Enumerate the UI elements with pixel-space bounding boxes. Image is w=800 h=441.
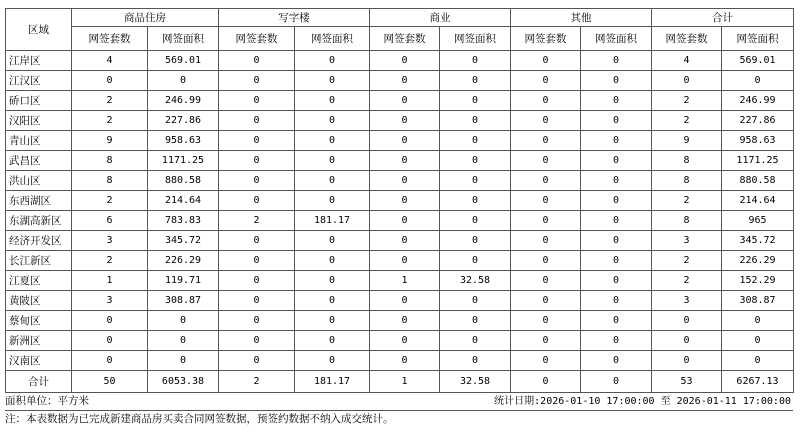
district-name: 武昌区 xyxy=(6,151,72,171)
area-cell: 0 xyxy=(581,51,652,71)
table-row xyxy=(6,131,794,151)
area-cell: 0 xyxy=(581,251,652,271)
area-cell: 880.58 xyxy=(148,171,219,191)
units-cell: 2 xyxy=(652,91,722,111)
area-cell: 0 xyxy=(295,231,370,251)
header-area-sqm: 网签面积 xyxy=(722,27,794,51)
area-cell: 214.64 xyxy=(148,191,219,211)
district-name: 东西湖区 xyxy=(6,191,72,211)
table-footer xyxy=(5,393,793,427)
area-cell: 308.87 xyxy=(722,291,794,311)
units-cell: 0 xyxy=(370,111,440,131)
area-cell: 0 xyxy=(295,251,370,271)
area-cell: 0 xyxy=(581,111,652,131)
area-cell: 0 xyxy=(148,311,219,331)
area-cell: 308.87 xyxy=(148,291,219,311)
table-row xyxy=(6,191,794,211)
area-cell: 0 xyxy=(722,331,794,351)
units-cell: 0 xyxy=(370,131,440,151)
units-cell: 2 xyxy=(652,251,722,271)
area-cell: 0 xyxy=(440,351,511,371)
units-cell: 8 xyxy=(652,171,722,191)
units-cell: 0 xyxy=(370,351,440,371)
header-units: 网签套数 xyxy=(72,27,148,51)
area-cell: 0 xyxy=(440,91,511,111)
units-cell: 0 xyxy=(511,231,581,251)
units-cell: 0 xyxy=(652,331,722,351)
units-cell: 0 xyxy=(370,211,440,231)
area-cell: 246.99 xyxy=(148,91,219,111)
area-cell: 0 xyxy=(581,291,652,311)
district-name: 江汉区 xyxy=(6,71,72,91)
table-row xyxy=(6,251,794,271)
units-cell: 2 xyxy=(652,271,722,291)
area-cell: 0 xyxy=(581,351,652,371)
header-group-commercial: 商业 xyxy=(370,9,511,27)
units-cell: 0 xyxy=(219,71,295,91)
area-cell: 0 xyxy=(581,131,652,151)
report xyxy=(5,8,793,427)
units-cell: 0 xyxy=(511,71,581,91)
units-cell: 0 xyxy=(370,311,440,331)
district-name: 长江新区 xyxy=(6,251,72,271)
units-cell: 8 xyxy=(72,171,148,191)
units-cell: 0 xyxy=(652,311,722,331)
units-cell: 2 xyxy=(72,91,148,111)
units-cell: 8 xyxy=(72,151,148,171)
area-cell: 0 xyxy=(295,191,370,211)
area-cell: 1171.25 xyxy=(148,151,219,171)
units-cell: 8 xyxy=(652,151,722,171)
area-cell: 246.99 xyxy=(722,91,794,111)
area-cell: 0 xyxy=(581,231,652,251)
area-cell: 0 xyxy=(148,71,219,91)
area-cell: 0 xyxy=(581,311,652,331)
header-row-sub xyxy=(6,27,794,51)
statistics-period: 统计日期:2026-01-10 17:00:00 至 2026-01-11 17:00:00 xyxy=(494,396,791,407)
area-cell: 32.58 xyxy=(440,271,511,291)
sales-table xyxy=(5,8,794,393)
table-row xyxy=(6,331,794,351)
area-cell: 0 xyxy=(440,171,511,191)
units-cell: 0 xyxy=(652,71,722,91)
area-cell: 0 xyxy=(440,251,511,271)
area-cell: 6267.13 xyxy=(722,371,794,393)
table-row xyxy=(6,311,794,331)
area-cell: 0 xyxy=(581,91,652,111)
area-cell: 0 xyxy=(295,51,370,71)
units-cell: 0 xyxy=(72,311,148,331)
units-cell: 1 xyxy=(370,371,440,393)
units-cell: 2 xyxy=(72,111,148,131)
units-cell: 0 xyxy=(511,251,581,271)
area-cell: 345.72 xyxy=(148,231,219,251)
units-cell: 0 xyxy=(511,271,581,291)
units-cell: 9 xyxy=(72,131,148,151)
table-row xyxy=(6,171,794,191)
units-cell: 53 xyxy=(652,371,722,393)
units-cell: 0 xyxy=(370,331,440,351)
units-cell: 2 xyxy=(652,191,722,211)
area-cell: 0 xyxy=(440,131,511,151)
table-row xyxy=(6,91,794,111)
units-cell: 0 xyxy=(511,311,581,331)
district-name: 洪山区 xyxy=(6,171,72,191)
area-cell: 0 xyxy=(295,311,370,331)
units-cell: 0 xyxy=(511,351,581,371)
district-name: 黄陂区 xyxy=(6,291,72,311)
units-cell: 0 xyxy=(370,151,440,171)
district-name: 蔡甸区 xyxy=(6,311,72,331)
units-cell: 0 xyxy=(219,351,295,371)
units-cell: 0 xyxy=(370,251,440,271)
area-cell: 0 xyxy=(440,51,511,71)
units-cell: 0 xyxy=(219,191,295,211)
area-cell: 0 xyxy=(581,271,652,291)
area-cell: 965 xyxy=(722,211,794,231)
units-cell: 2 xyxy=(72,251,148,271)
area-cell: 0 xyxy=(148,351,219,371)
header-area-sqm: 网签面积 xyxy=(148,27,219,51)
units-cell: 0 xyxy=(72,331,148,351)
area-cell: 0 xyxy=(440,111,511,131)
table-row xyxy=(6,71,794,91)
units-cell: 0 xyxy=(219,291,295,311)
header-row-groups xyxy=(6,9,794,27)
units-cell: 0 xyxy=(219,311,295,331)
table-row xyxy=(6,291,794,311)
area-cell: 227.86 xyxy=(148,111,219,131)
area-cell: 0 xyxy=(295,351,370,371)
area-cell: 0 xyxy=(722,71,794,91)
area-cell: 0 xyxy=(295,331,370,351)
units-cell: 50 xyxy=(72,371,148,393)
units-cell: 0 xyxy=(370,291,440,311)
units-cell: 0 xyxy=(511,211,581,231)
area-cell: 32.58 xyxy=(440,371,511,393)
table-row xyxy=(6,211,794,231)
area-cell: 958.63 xyxy=(722,131,794,151)
units-cell: 0 xyxy=(219,331,295,351)
units-cell: 2 xyxy=(652,111,722,131)
units-cell: 0 xyxy=(511,191,581,211)
area-cell: 345.72 xyxy=(722,231,794,251)
area-cell: 0 xyxy=(295,131,370,151)
area-cell: 958.63 xyxy=(148,131,219,151)
area-cell: 0 xyxy=(295,291,370,311)
table-row xyxy=(6,51,794,71)
units-cell: 0 xyxy=(511,331,581,351)
units-cell: 0 xyxy=(511,91,581,111)
area-cell: 152.29 xyxy=(722,271,794,291)
area-cell: 0 xyxy=(581,211,652,231)
area-cell: 880.58 xyxy=(722,171,794,191)
area-cell: 1171.25 xyxy=(722,151,794,171)
units-cell: 0 xyxy=(652,351,722,371)
footnote: 注：本表数据为已完成新建商品房买卖合同网签数据，预签约数据不纳入成交统计。 xyxy=(5,413,394,425)
footer-meta xyxy=(5,393,793,411)
units-cell: 0 xyxy=(511,291,581,311)
district-name: 江夏区 xyxy=(6,271,72,291)
area-cell: 0 xyxy=(440,211,511,231)
area-cell: 0 xyxy=(440,311,511,331)
total-row xyxy=(6,371,794,393)
area-cell: 0 xyxy=(440,231,511,251)
units-cell: 0 xyxy=(219,91,295,111)
area-cell: 226.29 xyxy=(722,251,794,271)
units-cell: 0 xyxy=(219,171,295,191)
header-units: 网签套数 xyxy=(652,27,722,51)
units-cell: 3 xyxy=(652,291,722,311)
district-name: 汉南区 xyxy=(6,351,72,371)
units-cell: 0 xyxy=(219,131,295,151)
area-cell: 226.29 xyxy=(148,251,219,271)
units-cell: 4 xyxy=(72,51,148,71)
units-cell: 1 xyxy=(370,271,440,291)
units-cell: 0 xyxy=(219,231,295,251)
units-cell: 0 xyxy=(219,271,295,291)
district-name: 硚口区 xyxy=(6,91,72,111)
district-name: 江岸区 xyxy=(6,51,72,71)
area-cell: 0 xyxy=(295,151,370,171)
units-cell: 3 xyxy=(72,231,148,251)
units-cell: 2 xyxy=(219,371,295,393)
table-row xyxy=(6,151,794,171)
units-cell: 0 xyxy=(219,111,295,131)
units-cell: 0 xyxy=(370,91,440,111)
area-cell: 569.01 xyxy=(148,51,219,71)
area-cell: 0 xyxy=(295,271,370,291)
area-cell: 0 xyxy=(581,71,652,91)
units-cell: 0 xyxy=(511,51,581,71)
table-body xyxy=(6,51,794,393)
table-row xyxy=(6,111,794,131)
table-row xyxy=(6,351,794,371)
units-cell: 0 xyxy=(370,51,440,71)
area-cell: 0 xyxy=(295,111,370,131)
district-name: 汉阳区 xyxy=(6,111,72,131)
units-cell: 3 xyxy=(72,291,148,311)
units-cell: 0 xyxy=(72,351,148,371)
header-units: 网签套数 xyxy=(511,27,581,51)
header-area-sqm: 网签面积 xyxy=(581,27,652,51)
units-cell: 0 xyxy=(219,51,295,71)
units-cell: 0 xyxy=(219,151,295,171)
area-cell: 0 xyxy=(295,91,370,111)
units-cell: 0 xyxy=(370,71,440,91)
units-cell: 0 xyxy=(370,171,440,191)
header-group-total: 合计 xyxy=(652,9,794,27)
header-area-sqm: 网签面积 xyxy=(440,27,511,51)
units-cell: 0 xyxy=(219,251,295,271)
area-cell: 227.86 xyxy=(722,111,794,131)
units-cell: 6 xyxy=(72,211,148,231)
total-label: 合计 xyxy=(6,371,72,393)
header-group-other: 其他 xyxy=(511,9,652,27)
area-cell: 181.17 xyxy=(295,211,370,231)
area-cell: 0 xyxy=(440,71,511,91)
units-cell: 0 xyxy=(511,151,581,171)
area-cell: 6053.38 xyxy=(148,371,219,393)
district-name: 青山区 xyxy=(6,131,72,151)
header-units: 网签套数 xyxy=(370,27,440,51)
units-cell: 0 xyxy=(511,171,581,191)
header-units: 网签套数 xyxy=(219,27,295,51)
area-cell: 0 xyxy=(581,191,652,211)
units-cell: 0 xyxy=(511,111,581,131)
units-cell: 0 xyxy=(370,191,440,211)
units-cell: 0 xyxy=(72,71,148,91)
table-row xyxy=(6,231,794,251)
units-cell: 0 xyxy=(511,371,581,393)
district-name: 经济开发区 xyxy=(6,231,72,251)
units-cell: 3 xyxy=(652,231,722,251)
area-cell: 119.71 xyxy=(148,271,219,291)
units-cell: 0 xyxy=(511,131,581,151)
area-cell: 0 xyxy=(440,191,511,211)
header-group-residential: 商品住房 xyxy=(72,9,219,27)
header-group-office: 写字楼 xyxy=(219,9,370,27)
area-cell: 0 xyxy=(722,351,794,371)
area-cell: 0 xyxy=(581,151,652,171)
units-cell: 1 xyxy=(72,271,148,291)
district-name: 东湖高新区 xyxy=(6,211,72,231)
area-cell: 569.01 xyxy=(722,51,794,71)
area-cell: 0 xyxy=(581,331,652,351)
area-cell: 0 xyxy=(295,71,370,91)
units-cell: 9 xyxy=(652,131,722,151)
area-cell: 0 xyxy=(295,171,370,191)
units-cell: 2 xyxy=(219,211,295,231)
area-unit-note: 面积单位：平方米 xyxy=(5,395,89,407)
units-cell: 4 xyxy=(652,51,722,71)
area-cell: 0 xyxy=(148,331,219,351)
area-cell: 0 xyxy=(440,331,511,351)
area-cell: 0 xyxy=(581,371,652,393)
area-cell: 181.17 xyxy=(295,371,370,393)
units-cell: 2 xyxy=(72,191,148,211)
units-cell: 8 xyxy=(652,211,722,231)
area-cell: 0 xyxy=(722,311,794,331)
header-area-sqm: 网签面积 xyxy=(295,27,370,51)
district-name: 新洲区 xyxy=(6,331,72,351)
area-cell: 0 xyxy=(581,171,652,191)
area-cell: 214.64 xyxy=(722,191,794,211)
table-row xyxy=(6,271,794,291)
area-cell: 0 xyxy=(440,151,511,171)
header-area: 区域 xyxy=(6,9,72,51)
area-cell: 0 xyxy=(440,291,511,311)
units-cell: 0 xyxy=(370,231,440,251)
area-cell: 783.83 xyxy=(148,211,219,231)
